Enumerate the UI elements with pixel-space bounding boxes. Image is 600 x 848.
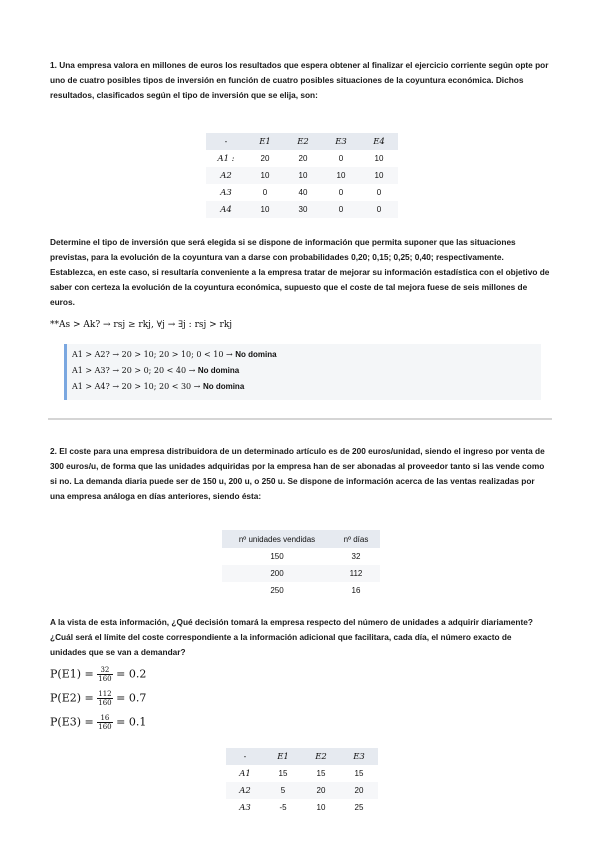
table-header: E2 [284,133,322,150]
table-row [206,150,398,167]
callout-result: No domina [202,382,245,391]
table-header: E2 [302,748,340,765]
prob-rhs: = 0.1 [116,715,147,729]
row-label: A3 [239,802,251,813]
table-row [222,582,380,599]
table-cell: 10 [322,167,360,184]
investment-table [206,133,398,218]
table-cell: 10 [246,201,284,218]
table-cell: 20 [340,782,378,799]
table-cell: 10 [284,167,322,184]
fraction [97,666,112,683]
table-cell: 0 [322,201,360,218]
denominator: 160 [98,699,112,707]
table-row [226,765,378,782]
prob-lhs: P(E3) = [50,715,94,729]
table-cell: 20 [298,154,308,163]
callout-line [72,382,244,391]
table-header: E4 [360,133,398,150]
table-cell: 250 [270,586,284,595]
table-header: - [206,133,246,150]
table-cell: 10 [360,167,398,184]
table-cell: 150 [270,552,284,561]
table-cell: 0 [360,201,398,218]
probability-line [50,666,146,683]
table-cell: 15 [354,769,364,778]
dominance-formula: **As > Ak? → rsj ≥ rkj, ∀j → ∃j : rsj > rkj [50,320,233,330]
table-row [222,565,380,582]
table-header: nº días [332,530,380,548]
table-cell: 0 [338,154,344,163]
fraction [97,714,112,731]
table-cell: 5 [264,782,302,799]
probability-line [50,714,146,731]
denominator: 160 [98,723,112,731]
probability-line [50,690,146,707]
callout-expr: A1 > A3? → 20 > 0; 20 < 40 → [72,366,196,375]
sales-table [222,530,380,599]
table-cell: 32 [351,552,361,561]
problem2-question: A la vista de esta información, ¿Qué decisión tomará la empresa respecto del número de unidades a adquirir diariamente? ¿Cuál será el límite del coste correspondiente a la información adicional que facilitara, cada día, el número exacto de unidades que se van a demandar? [50,617,533,657]
section-divider [48,418,552,420]
table-cell: 15 [278,769,288,778]
table-cell: 0 [338,188,344,197]
table-cell: 20 [302,782,340,799]
table-header: nº unidades vendidas [222,530,332,548]
table-cell: -5 [279,803,287,812]
table-cell: 30 [284,201,322,218]
callout-expr: A1 > A4? → 20 > 10; 20 < 30 → [72,382,201,391]
problem1-question: Determine el tipo de inversión que será elegida si se dispone de información que permita suponer que las situaciones previstas, para la evolución de la coyuntura van a darse con probabilidades 0,20; 0,15; 0,25; 0,40; respectivamente. Establezca, en este caso, si resultaría conveniente a la empresa tratar de mejorar su información estadística con el objetivo de saber con certeza la evolución de la coyuntura económica, supuesto que el coste de tal mejora fuese de seis millones de euros. [50,237,550,307]
row-label: A2 [226,782,264,799]
row-label: A4 [206,201,246,218]
callout-result: No domina [235,350,277,359]
table-row [206,167,398,184]
table-cell: 15 [316,769,326,778]
table-row [222,548,380,565]
row-label: A2 [206,167,246,184]
table-header: - [226,748,264,765]
table-cell: 200 [222,565,332,582]
table-cell: 20 [260,154,270,163]
table-cell: 10 [246,167,284,184]
table-header: E3 [322,133,360,150]
table-row [206,201,398,218]
problem1-statement: 1. Una empresa valora en millones de euros los resultados que espera obtener al finalizar el ejercicio corriente según opte por uno de cuatro posibles tipos de inversión en función de cuatro posibles situaciones de la coyuntura económica. Dichos resultados, clasificados según el tipo de inversión que se elija, son: [50,60,549,100]
table-cell: 0 [262,188,268,197]
table-header: E3 [340,748,378,765]
numerator: 16 [97,714,112,723]
fraction [97,690,112,707]
callout-line [72,366,239,375]
row-label: A1 [239,768,251,779]
numerator: 32 [97,666,112,675]
table-row [226,782,378,799]
table-cell: 16 [351,586,361,595]
prob-rhs: = 0.7 [116,691,147,705]
row-label: A1 : [217,153,235,164]
table-cell: 25 [354,803,364,812]
table-cell: 40 [298,188,308,197]
table-header: E1 [264,748,302,765]
prob-lhs: P(E1) = [50,667,94,681]
table-header: E1 [246,133,284,150]
prob-lhs: P(E2) = [50,691,94,705]
callout-line [72,350,277,359]
problem2-statement: 2. El coste para una empresa distribuidora de un determinado artículo es de 200 euros/unidad, siendo el ingreso por venta de 300 euros/u, de forma que las unidades adquiridas por la empresa han de ser abonadas al proveedor tanto si las vende como si no. La demanda diaria puede ser de 150 u, 200 u, o 250 u. Se dispone de información acerca de las ventas realizadas por una empresa análoga en días anteriores, siendo ésta: [50,446,545,501]
callout-expr: A1 > A2? → 20 > 10; 20 > 10; 0 < 10 → [72,350,233,359]
prob-rhs: = 0.2 [116,667,147,681]
callout-result: No domina [197,366,240,375]
table-cell: 10 [374,154,384,163]
payoff-table [226,748,378,816]
table-cell: 10 [316,803,326,812]
table-row [226,799,378,816]
denominator: 160 [98,675,112,683]
table-row [206,184,398,201]
table-cell: 112 [332,565,380,582]
row-label: A3 [220,187,232,198]
numerator: 112 [98,690,112,698]
table-cell: 0 [376,188,382,197]
